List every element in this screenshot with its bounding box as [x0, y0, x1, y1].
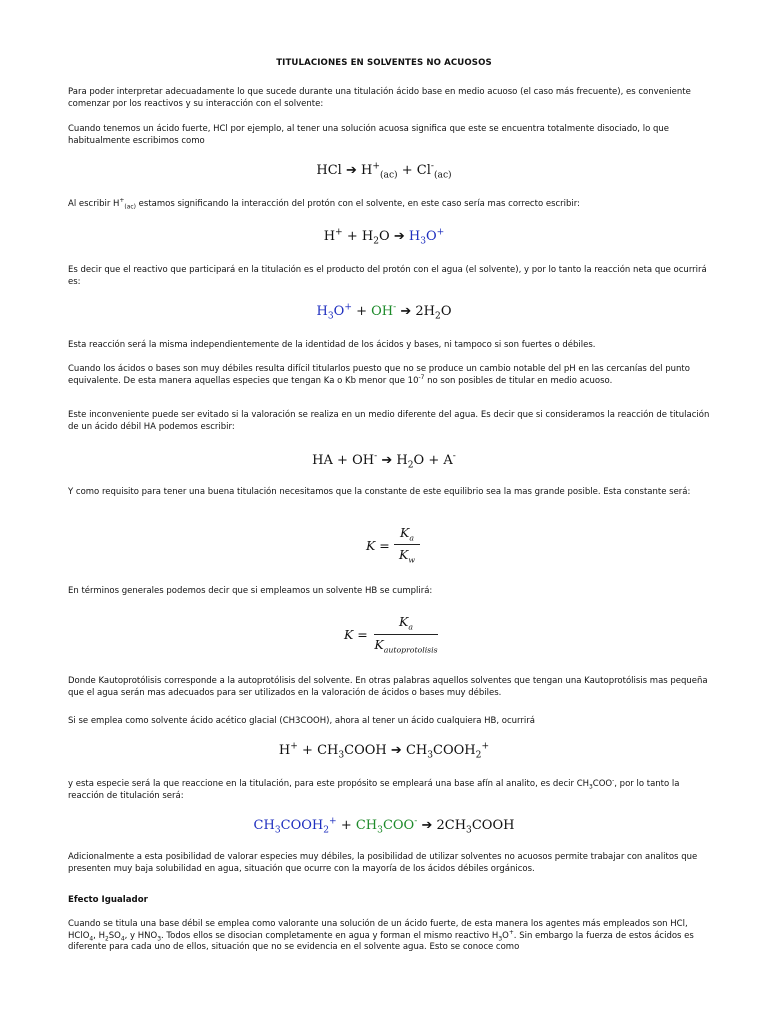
section-heading-efecto-igualador: Efecto Igualador — [68, 895, 148, 905]
equation-acetate-titration: $CH_3COOH_2^+ + CH_3COO^-$ ➔ $2CH_3COOH$ — [253, 816, 515, 836]
equation-neutralization: $H_3O^+ + OH^-$ ➔ $2H_2O$ — [316, 302, 452, 322]
paragraph-general-solvent: En términos generales podemos decir que si empleamos un solvente HB se cumplirá: — [68, 586, 433, 596]
equation-hydronium-formation: $H^+ + H_2O$ ➔ $H_3O^+$ — [323, 227, 445, 247]
paragraph-equilibrium-constant: Y como requisito para tener una buena titulación necesitamos que la constante de este equilibrio sea la mas grande posible. Esta constante será: — [68, 487, 691, 497]
paragraph-non-aqueous: Este inconveniente puede ser evitado si la valoración se realiza en un medio diferente del agua. Es decir que si consideramos la reacción de titulación de un ácido débil HA podemos escribir: — [68, 410, 710, 432]
equation-protonated-acetic: $H^+ + CH_3COOH$ ➔ $CH_3COOH_2^+$ — [278, 741, 490, 761]
paragraph-strong-acid: Cuando tenemos un ácido fuerte, HCl por ejemplo, al tener una solución acuosa significa que este se encuentra totalmente disociado, lo que habitualmente escribimos como — [68, 124, 669, 146]
paragraph-solubility: Adicionalmente a esta posibilidad de valorar especies muy débiles, la posibilidad de utilizar solventes no acuosos permite trabajar con analitos que presenten muy baja solubilidad en agua, situación que ocurre con la mayoría de los ácidos débiles orgánicos. — [68, 852, 698, 874]
paragraph-base-analyte: y esta especie será la que reaccione en la titulación, para este propósito se empleará una base afín al analito, es decir $CH_3COO^-$, por lo tanto la reacción de titulación será: — [68, 777, 680, 801]
formula-k-ka-kautoprotolisis: K = $K_a$ $K_{autoprotolisis}$ — [344, 614, 438, 655]
paragraph-intro: Para poder interpretar adecuadamente lo que sucede durante una titulación ácido base en medio acuoso (el caso más frecuente), es conveniente comenzar por los reactivos y su interacción con el solvente: — [68, 87, 691, 109]
formula-k-ka-kw: K = $K_a$ $K_w$ — [366, 525, 426, 570]
paragraph-autoprotolysis: Donde Kautoprotólisis corresponde a la autoprotólisis del solvente. En otras palabras aquellos solventes que tengan una Kautoprotólisis mas pequeña que el agua serán mas adecuados para ser utilizados en la valoración de ácidos o bases muy débiles. — [68, 676, 708, 698]
equation-weak-acid-titration: HA + OH- ➔ $H_2O + A^-$ — [312, 451, 456, 471]
paragraph-independence: Esta reacción será la misma independientemente de la identidad de los ácidos y bases, ni tampoco si son fuertes o débiles. — [68, 340, 596, 350]
paragraph-leveling-effect: Cuando se titula una base débil se emplea como valorante una solución de un ácido fuerte, de esta manera los agentes más empleados son HCl, HClO$_4$, $H_2SO_4$, y $HNO_3$. Todos ellos se disocian completamente en agua y forman el mismo reactivo $H_3O^+$. Sin embargo la fuerza de estos ácidos es diferente para cada uno de ellos, situación que no se evidencia en el solvente agua. Esto se conoce como — [68, 919, 694, 952]
paragraph-acetic-acid: Si se emplea como solvente ácido acético glacial (CH3COOH), ahora al tener un ácido cualquiera HB, ocurrirá — [68, 716, 535, 726]
equation-hcl-dissociation: HCl ➔ $H^+_{(ac)} + Cl^-_{(ac)}$ — [316, 161, 452, 181]
paragraph-weak-acids: Cuando los ácidos o bases son muy débiles resulta difícil titularlos puesto que no se produce un cambio notable del pH en las cercanías del punto equivalente. De esta manera aquellas especies que tengan Ka o Kb menor que $10^{-7}$ no son posibles de titular en medio acuoso. — [68, 364, 690, 386]
page-title: TITULACIONES EN SOLVENTES NO ACUOSOS — [276, 58, 492, 68]
paragraph-proton-interaction: Al escribir $H^+_{(ac)}$ estamos significando la interacción del protón con el solvente, en este caso sería mas correcto escribir: — [68, 197, 580, 211]
paragraph-net-reaction: Es decir que el reactivo que participará en la titulación es el producto del protón con el agua (el solvente), y por lo tanto la reacción neta que ocurrirá es: — [68, 265, 707, 287]
